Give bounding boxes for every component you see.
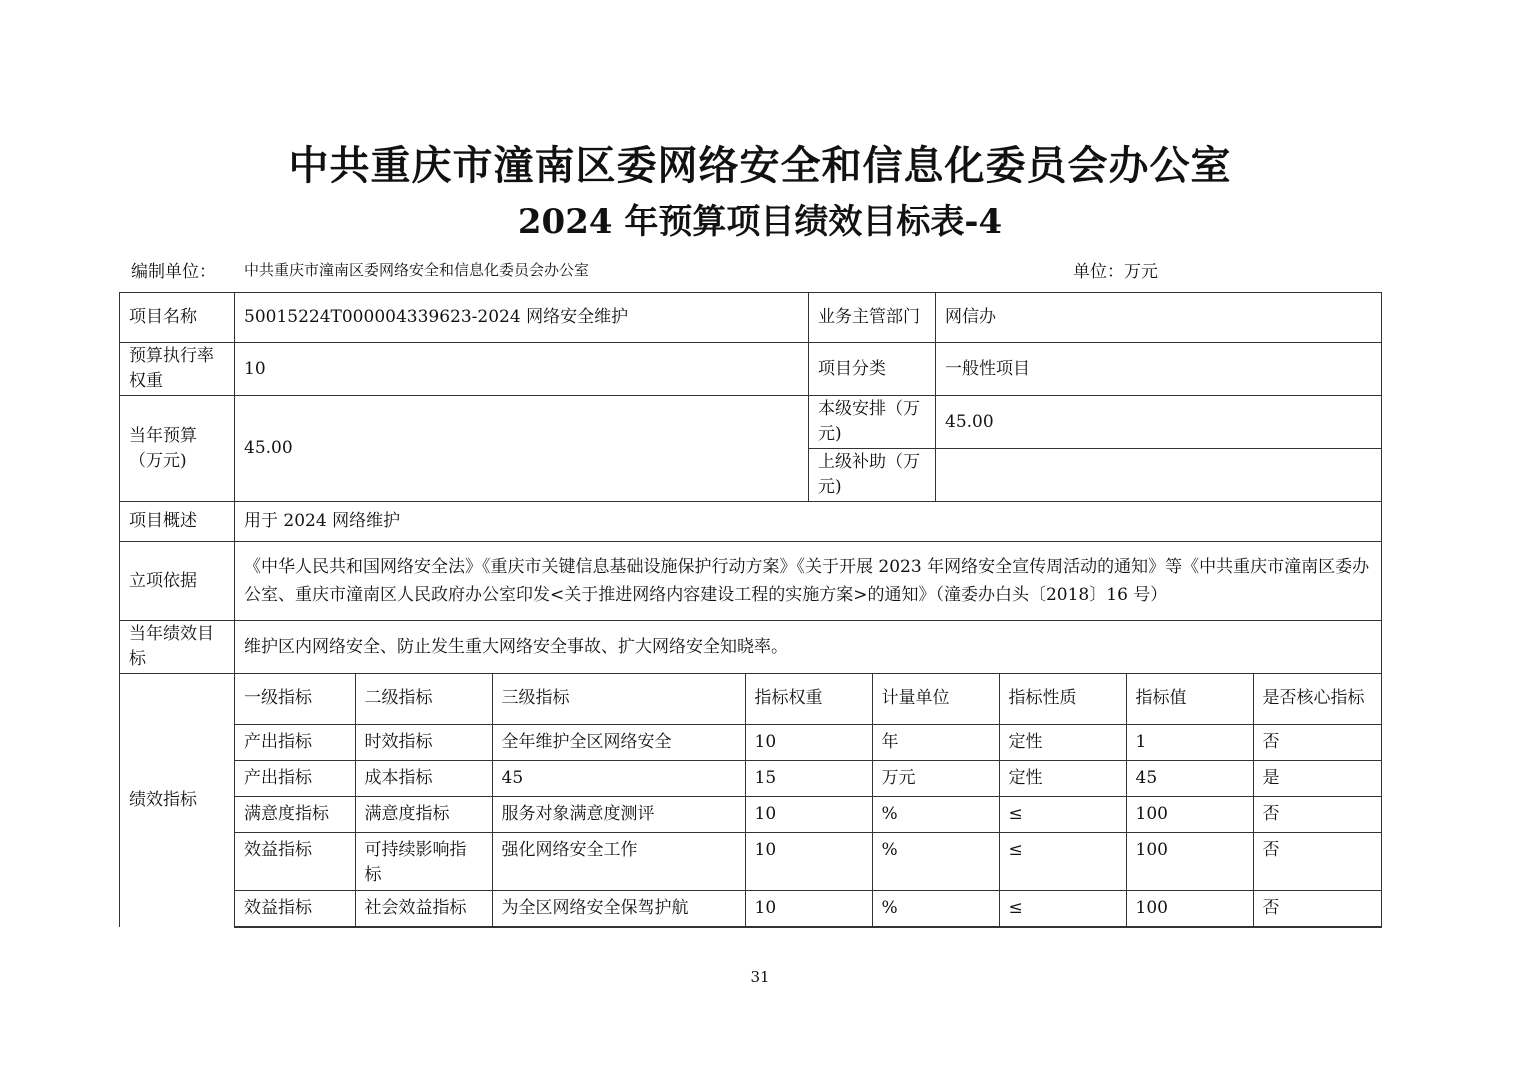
indicators-cell xyxy=(235,674,1382,928)
cell-unit: % xyxy=(872,796,999,832)
project-name-value: 50015224T000004339623-2024 网络安全维护 xyxy=(235,293,809,343)
cell-nature: 定性 xyxy=(999,760,1126,796)
cell-value: 100 xyxy=(1126,890,1253,926)
budget-value: 45.00 xyxy=(235,396,809,502)
cell-unit: 年 xyxy=(872,724,999,760)
dept-value: 网信办 xyxy=(936,293,1382,343)
table-row xyxy=(235,832,1382,890)
basis-value: 《中华人民共和国网络安全法》《重庆市关键信息基础设施保护行动方案》《关于开展 2023 年网络安全宣传周活动的通知》等《中共重庆市潼南区委办公室、重庆市潼南区人民政府办公室印发<关于推进网络内容建设工程的实施方案>的通知》（潼委办白头〔2018〕16 号） xyxy=(235,542,1382,621)
cell-core: 否 xyxy=(1253,796,1382,832)
cell-nature: ≤ xyxy=(999,796,1126,832)
basis-label: 立项依据 xyxy=(120,542,235,621)
cell-nature: ≤ xyxy=(999,890,1126,926)
header-level2: 二级指标 xyxy=(355,674,492,724)
cell-nature: 定性 xyxy=(999,724,1126,760)
cell-weight: 15 xyxy=(745,760,872,796)
header-level3: 三级指标 xyxy=(492,674,745,724)
local-budget-value: 45.00 xyxy=(936,396,1382,449)
goal-value: 维护区内网络安全、防止发生重大网络安全事故、扩大网络安全知晓率。 xyxy=(235,621,1382,674)
category-label: 项目分类 xyxy=(809,343,936,396)
cell-weight: 10 xyxy=(745,890,872,926)
cell-core: 否 xyxy=(1253,832,1382,890)
indicators-table xyxy=(235,674,1382,927)
cell-level2: 社会效益指标 xyxy=(355,890,492,926)
org-name: 中共重庆市潼南区委网络安全和信息化委员会办公室 xyxy=(244,261,590,279)
indicators-header-row xyxy=(235,674,1382,724)
document-subtitle: 2024 年预算项目绩效目标表-4 xyxy=(517,202,1003,242)
cell-level2: 时效指标 xyxy=(355,724,492,760)
header-level1: 一级指标 xyxy=(235,674,355,724)
cell-unit: % xyxy=(872,832,999,890)
project-name-label: 项目名称 xyxy=(120,293,235,343)
header-nature: 指标性质 xyxy=(999,674,1126,724)
cell-weight: 10 xyxy=(745,796,872,832)
cell-level1: 产出指标 xyxy=(235,724,355,760)
cell-level1: 满意度指标 xyxy=(235,796,355,832)
cell-value: 100 xyxy=(1126,832,1253,890)
table-row xyxy=(235,796,1382,832)
document-title: 中共重庆市潼南区委网络安全和信息化委员会办公室 xyxy=(288,142,1232,189)
cell-unit: % xyxy=(872,890,999,926)
header-value: 指标值 xyxy=(1126,674,1253,724)
category-value: 一般性项目 xyxy=(936,343,1382,396)
table-row xyxy=(235,890,1382,926)
budget-label: 当年预算（万元) xyxy=(120,396,235,502)
cell-level2: 满意度指标 xyxy=(355,796,492,832)
superior-subsidy-value xyxy=(936,449,1382,502)
indicators-label: 绩效指标 xyxy=(120,674,235,928)
header-core: 是否核心指标 xyxy=(1253,674,1382,724)
cell-level3: 服务对象满意度测评 xyxy=(492,796,745,832)
cell-level2: 可持续影响指标 xyxy=(355,832,492,890)
cell-level1: 产出指标 xyxy=(235,760,355,796)
cell-weight: 10 xyxy=(745,832,872,890)
cell-core: 否 xyxy=(1253,890,1382,926)
cell-core: 否 xyxy=(1253,724,1382,760)
cell-value: 1 xyxy=(1126,724,1253,760)
cell-core: 是 xyxy=(1253,760,1382,796)
cell-level3: 45 xyxy=(492,760,745,796)
overview-value: 用于 2024 网络维护 xyxy=(235,502,1382,542)
dept-label: 业务主管部门 xyxy=(809,293,936,343)
superior-subsidy-label: 上级补助（万元) xyxy=(809,449,936,502)
cell-level3: 为全区网络安全保驾护航 xyxy=(492,890,745,926)
overview-label: 项目概述 xyxy=(120,502,235,542)
cell-level3: 强化网络安全工作 xyxy=(492,832,745,890)
header-weight: 指标权重 xyxy=(745,674,872,724)
exec-rate-value: 10 xyxy=(235,343,809,396)
cell-level1: 效益指标 xyxy=(235,890,355,926)
cell-level3: 全年维护全区网络安全 xyxy=(492,724,745,760)
table-row xyxy=(235,724,1382,760)
cell-level2: 成本指标 xyxy=(355,760,492,796)
cell-nature: ≤ xyxy=(999,832,1126,890)
local-budget-label: 本级安排（万元) xyxy=(809,396,936,449)
cell-level1: 效益指标 xyxy=(235,832,355,890)
cell-value: 100 xyxy=(1126,796,1253,832)
header-unit: 计量单位 xyxy=(872,674,999,724)
cell-weight: 10 xyxy=(745,724,872,760)
cell-unit: 万元 xyxy=(872,760,999,796)
exec-rate-label: 预算执行率权重 xyxy=(120,343,235,396)
goal-label: 当年绩效目标 xyxy=(120,621,235,674)
unit-label: 单位：万元 xyxy=(1073,262,1158,282)
table-row xyxy=(235,760,1382,796)
page-number: 31 xyxy=(750,968,770,986)
cell-value: 45 xyxy=(1126,760,1253,796)
performance-table xyxy=(119,292,1382,928)
org-label: 编制单位： xyxy=(131,262,216,282)
